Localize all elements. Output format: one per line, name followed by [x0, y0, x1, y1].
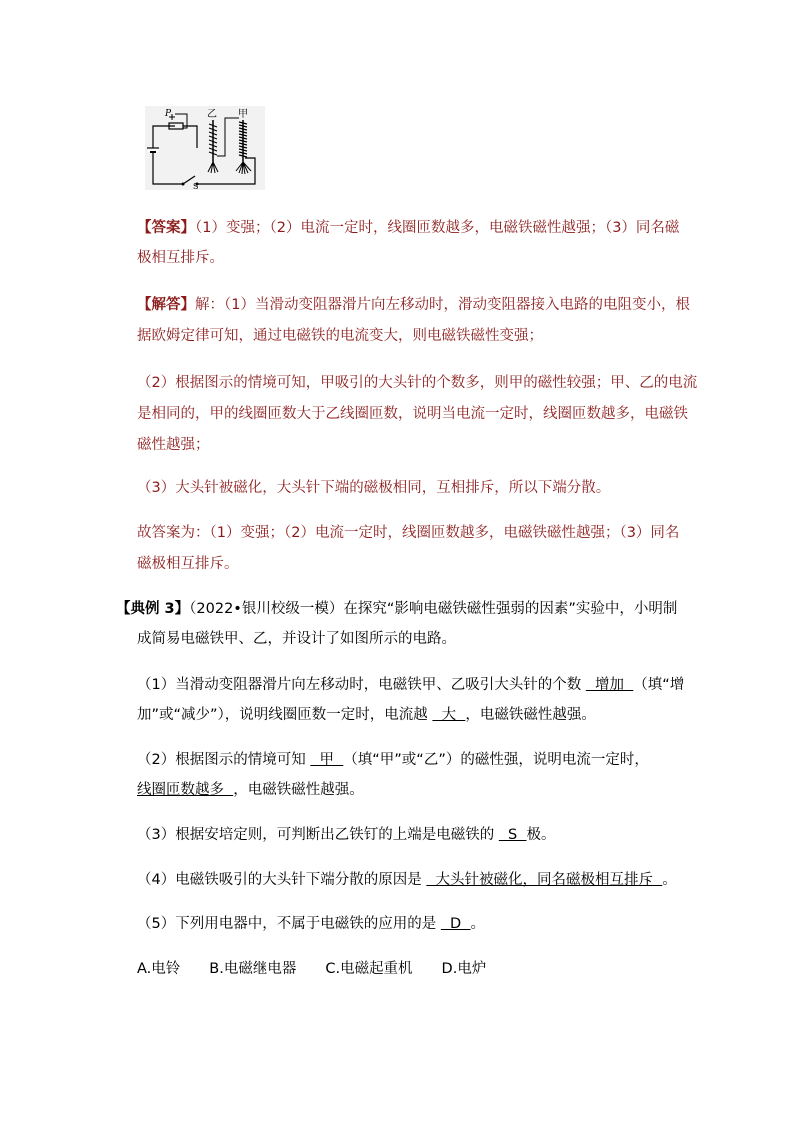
question-1-line-2: 加”或“减少”），说明线圈匝数一定时，电流越 大 ，电磁铁磁性越强。: [137, 707, 596, 723]
label-yi: 乙: [207, 109, 217, 120]
explanation-line-3: （2）根据图示的情境可知，甲吸引的大头针的个数多，则甲的磁性较强；甲、乙的电流: [137, 375, 698, 391]
example3-intro-line-2: 成简易电磁铁甲、乙，并设计了如图所示的电路。: [137, 631, 456, 647]
question-4-answer: 大头针被磁化，同名磁极相互排斥: [426, 872, 663, 888]
question-5-answer: D: [440, 916, 471, 932]
answer-line-2: 极相互排斥。: [137, 250, 224, 266]
answer-line-1: 【答案】（1）变强；（2）电流一定时，线圈匝数越多，电磁铁磁性越强；（3）同名磁: [137, 220, 680, 236]
question-5-options: A.电铃 B.电磁继电器 C.电磁起重机 D.电炉: [137, 961, 487, 977]
label-s: S: [193, 182, 199, 190]
question-3: （3）根据安培定则，可判断出乙铁钉的上端是电磁铁的 S 极。: [137, 827, 556, 843]
explanation-line-5: 磁性越强；: [137, 437, 210, 453]
circuit-diagram: [145, 106, 265, 190]
question-2-answer-1: 甲: [310, 752, 344, 768]
example3-intro-line-1: 【典例 3】（2022•银川校级一模）在探究“影响电磁铁磁性强弱的因素”实验中，小明制: [116, 601, 678, 617]
explanation-line-4: 是相同的，甲的线圈匝数大于乙线圈匝数，说明当电流一定时，线圈匝数越多，电磁铁: [137, 406, 688, 422]
explanation-line-6: （3）大头针被磁化，大头针下端的磁极相同，互相排斥，所以下端分散。: [137, 480, 611, 496]
explanation-line-2: 据欧姆定律可知，通过电磁铁的电流变大，则电磁铁磁性变强；: [137, 328, 543, 344]
question-1-answer-1: 增加: [585, 677, 634, 693]
final-answer-line-1: 故答案为：（1）变强；（2）电流一定时，线圈匝数越多，电磁铁磁性越强；（3）同名: [137, 525, 680, 541]
answer-tag: 【答案】: [137, 220, 195, 236]
question-2-line-2: 线圈匝数越多 ，电磁铁磁性越强。: [137, 782, 364, 798]
label-p: P: [165, 109, 172, 119]
question-1-answer-2: 大: [432, 707, 466, 723]
final-answer-line-2: 磁极相互排斥。: [137, 556, 239, 572]
question-4: （4）电磁铁吸引的大头针下端分散的原因是 大头针被磁化，同名磁极相互排斥 。: [137, 872, 677, 888]
label-jia: 甲: [238, 109, 248, 120]
example3-tag: 【典例 3】: [116, 601, 190, 617]
question-2-line-1: （2）根据图示的情境可知 甲 （填“甲”或“乙”）的磁性强，说明电流一定时，: [137, 752, 649, 768]
explanation-tag: 【解答】: [137, 297, 195, 313]
question-5: （5）下列用电器中，不属于电磁铁的应用的是 D 。: [137, 916, 485, 932]
question-2-answer-2: 线圈匝数越多: [137, 782, 234, 798]
question-1-line-1: （1）当滑动变阻器滑片向左移动时，电磁铁甲、乙吸引大头针的个数 增加 （填“增: [137, 677, 685, 693]
explanation-line-1: 【解答】解：（1）当滑动变阻器滑片向左移动时，滑动变阻器接入电路的电阻变小，根: [137, 297, 690, 313]
question-3-answer: S: [498, 827, 527, 843]
